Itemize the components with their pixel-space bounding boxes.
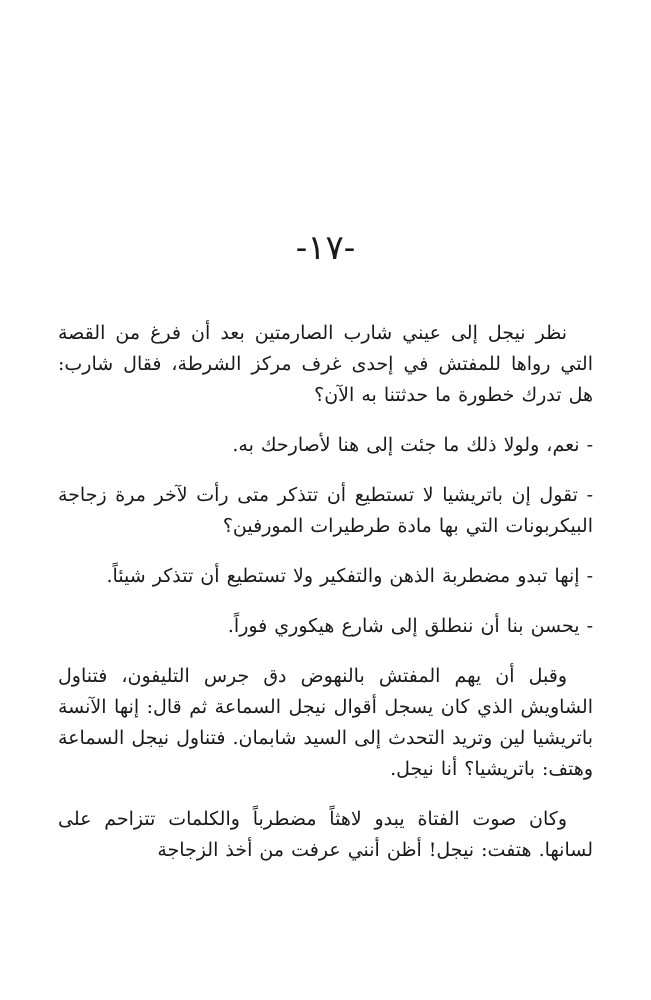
chapter-number: -١٧-	[295, 228, 356, 268]
paragraph-dialogue: - يحسن بنا أن ننطلق إلى شارع هيكوري فوراً.	[227, 615, 593, 637]
book-page	[58, 0, 593, 1000]
paragraph-dialogue: - نعم، ولولا ذلك ما جئت إلى هنا لأصارحك به.	[232, 434, 593, 456]
paragraph-narration: وقبل أن يهم المفتش بالنهوض دق جرس التليفون، فتناول الشاويش الذي كان يسجل أقوال نيجل السماعة ثم قال: إنها الآنسة باتريشيا لين وتريد التحدث إلى السيد شابمان. فتناول نيجل السماعة وهتف: باتريشيا؟ أنا نيجل.	[58, 665, 593, 780]
paragraph-dialogue: - إنها تبدو مضطربة الذهن والتفكير ولا تستطيع أن تتذكر شيئاً.	[106, 565, 593, 587]
paragraph-narration: وكان صوت الفتاة يبدو لاهثاً مضطرباً والكلمات تتزاحم على لسانها. هتفت: نيجل! أظن أنني عرفت من أخذ الزجاجة	[58, 808, 593, 861]
paragraph-dialogue: - تقول إن باتريشيا لا تستطيع أن تتذكر متى رأت لآخر مرة زجاجة البيكربونات التي بها مادة طرطيرات المورفين؟	[58, 484, 593, 537]
chapter-body	[58, 318, 593, 885]
paragraph-narration: نظر نيجل إلى عيني شارب الصارمتين بعد أن فرغ من القصة التي رواها للمفتش في إحدى غرف مركز الشرطة، فقال شارب: هل تدرك خطورة ما حدثتنا به الآن؟	[58, 322, 593, 406]
